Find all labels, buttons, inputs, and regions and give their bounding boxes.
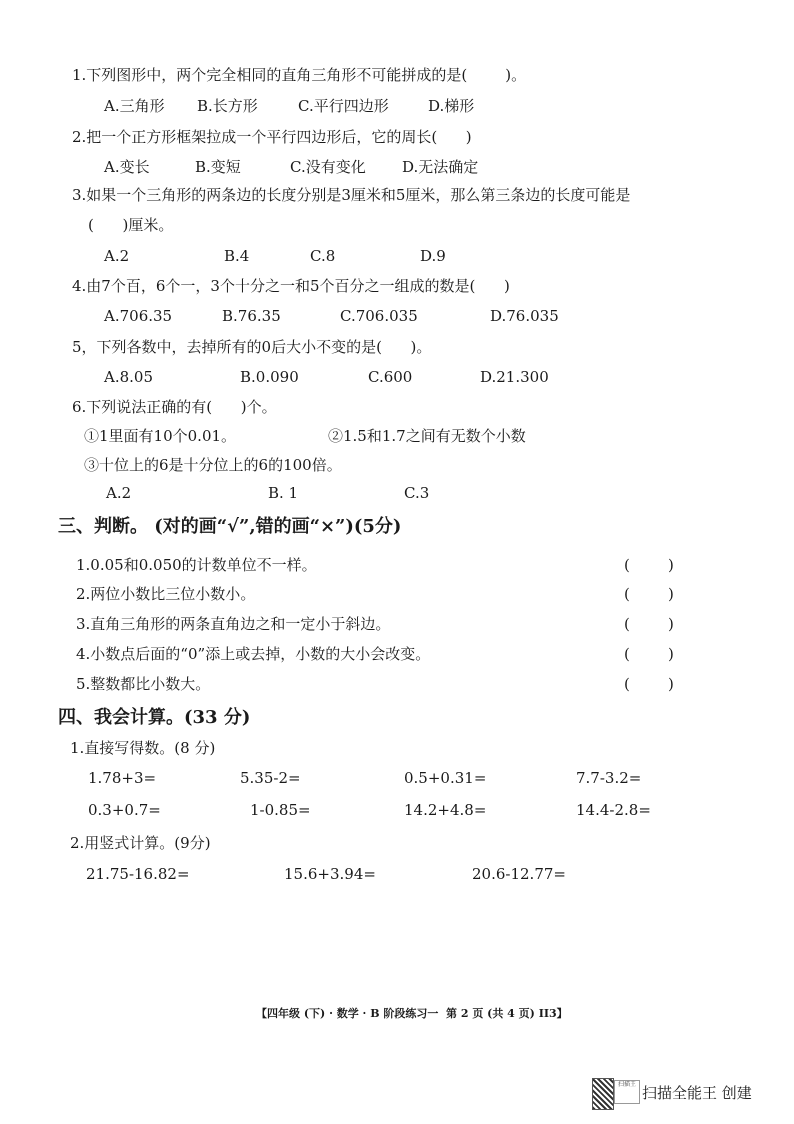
q2-option-a: A.变长 <box>104 158 150 176</box>
q4-option-d: D.76.035 <box>490 307 559 325</box>
q5-option-d: D.21.300 <box>480 368 549 386</box>
vertical-calc-item: 21.75-16.82= <box>86 865 190 883</box>
calc-item: 1.78+3= <box>88 769 157 787</box>
q3-stem: 3.如果一个三角形的两条边的长度分别是3厘米和5厘米，那么第三条边的长度可能是 <box>72 186 631 204</box>
vertical-calc-item: 15.6+3.94= <box>284 865 376 883</box>
tf-item-2: 2.两位小数比三位小数小。 <box>76 585 256 603</box>
q1-option-a: A.三角形 <box>104 97 165 115</box>
q4-option-a: A.706.35 <box>104 307 173 325</box>
calc-item: 1-0.85= <box>250 801 311 819</box>
q6-statement-3: ③十位上的6是十分位上的6的100倍。 <box>84 456 342 474</box>
q1-option-c: C.平行四边形 <box>298 97 389 115</box>
q1-option-d: D.梯形 <box>428 97 475 115</box>
scanner-logo-icon <box>614 1080 640 1104</box>
q2-option-c: C.没有变化 <box>290 158 366 176</box>
q6-stem: 6.下列说法正确的有( )个。 <box>72 398 277 416</box>
tf-item-1: 1.0.05和0.050的计数单位不一样。 <box>76 556 317 574</box>
calc-item: 0.3+0.7= <box>88 801 161 819</box>
page-footer: 【四年级 (下) · 数学 · B 阶段练习一 第 2 页 (共 4 页) II3】 <box>256 1007 568 1020</box>
q1-stem: 1.下列图形中，两个完全相同的直角三角形不可能拼成的是( )。 <box>72 66 527 84</box>
q2-stem: 2.把一个正方形框架拉成一个平行四边形后，它的周长( ) <box>72 128 472 146</box>
tf-answer-bracket-4[interactable]: ( ) <box>624 645 674 663</box>
calc-item: 7.7-3.2= <box>576 769 642 787</box>
q4-option-b: B.76.35 <box>222 307 281 325</box>
section4-title: 四、我会计算。(33 分) <box>58 707 251 728</box>
qr-code-icon <box>592 1078 614 1110</box>
q5-option-c: C.600 <box>368 368 413 386</box>
q4-stem: 4.由7个百，6个一，3个十分之一和5个百分之一组成的数是( ) <box>72 277 510 295</box>
q1-option-b: B.长方形 <box>197 97 258 115</box>
tf-answer-bracket-1[interactable]: ( ) <box>624 556 674 574</box>
q3-option-a: A.2 <box>104 247 130 265</box>
q4-option-c: C.706.035 <box>340 307 418 325</box>
q6-option-b: B. 1 <box>268 484 299 502</box>
tf-answer-bracket-2[interactable]: ( ) <box>624 585 674 603</box>
calc-part2-title: 2.用竖式计算。(9分) <box>70 834 211 852</box>
q3-option-c: C.8 <box>310 247 336 265</box>
q6-statement-2: ②1.5和1.7之间有无数个小数 <box>328 427 526 445</box>
q5-stem: 5，下列各数中，去掉所有的0后大小不变的是( )。 <box>72 338 432 356</box>
section3-title: 三、判断。 (对的画“√”,错的画“×”)(5分) <box>58 516 402 537</box>
q6-statement-1: ①1里面有10个0.01。 <box>84 427 237 445</box>
tf-answer-bracket-3[interactable]: ( ) <box>624 615 674 633</box>
q5-option-a: A.8.05 <box>104 368 153 386</box>
q2-option-b: B.变短 <box>195 158 241 176</box>
calc-item: 14.4-2.8= <box>576 801 651 819</box>
tf-answer-bracket-5[interactable]: ( ) <box>624 675 674 693</box>
q2-option-d: D.无法确定 <box>402 158 479 176</box>
vertical-calc-item: 20.6-12.77= <box>472 865 566 883</box>
q3-stem-cont: ( )厘米。 <box>88 216 174 234</box>
scanner-watermark: 扫描全能王 创建 <box>642 1084 752 1102</box>
tf-item-3: 3.直角三角形的两条直角边之和一定小于斜边。 <box>76 615 391 633</box>
tf-item-5: 5.整数都比小数大。 <box>76 675 211 693</box>
calc-item: 14.2+4.8= <box>404 801 487 819</box>
tf-item-4: 4.小数点后面的“0”添上或去掉，小数的大小会改变。 <box>76 645 431 663</box>
q3-option-d: D.9 <box>420 247 446 265</box>
calc-item: 0.5+0.31= <box>404 769 487 787</box>
calc-item: 5.35-2= <box>240 769 301 787</box>
q6-option-c: C.3 <box>404 484 430 502</box>
q6-option-a: A.2 <box>106 484 132 502</box>
scanner-logo-text: 扫描王 <box>617 1081 636 1088</box>
q5-option-b: B.0.090 <box>240 368 299 386</box>
q3-option-b: B.4 <box>224 247 250 265</box>
calc-part1-title: 1.直接写得数。(8 分) <box>70 739 216 757</box>
